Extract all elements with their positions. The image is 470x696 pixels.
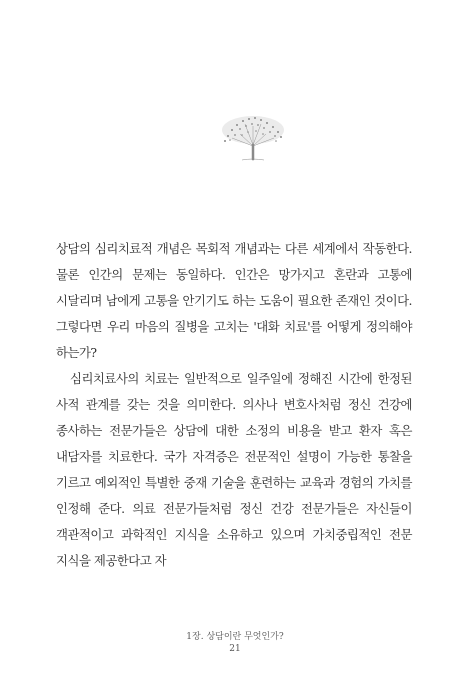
page-number: 21 (229, 644, 241, 654)
paragraph: 상담의 심리치료적 개념은 목회적 개념과는 다른 세계에서 작동한다. 물론 인간의 문제는 동일하다. 인간은 망가지고 혼란과 고통에 시달리며 남에게 고통을 안기기도 하는 도움이 필요한 존재인 것이다. 그렇다면 우리 마음의 질병을 고치는 '대화 치료'를 어떻게 정의해야 하는가? (56, 241, 412, 360)
body-text (56, 236, 412, 574)
chapter-title: 1장. 상담이란 무엇인가? (186, 632, 284, 642)
paragraph: 심리치료사의 치료는 일반적으로 일주일에 정해진 시간에 한정된 사적 관계를 갖는 것을 의미한다. 의사나 변호사처럼 정신 건강에 종사하는 전문가들은 상담에 대한 소정의 비용을 받고 환자 혹은 내담자를 치료한다. 국가 자격증은 전문적인 설명이 가능한 통찰을 기르고 예외적인 특별한 중재 기술을 훈련하는 교육과 경험의 가치를 인정해 준다. 의료 전문가들처럼 정신 건강 전문가들은 자신들이 객관적이고 과학적인 지식을 소유하고 있으며 가치중립적인 전문 지식을 제공한다고 자 (56, 371, 412, 568)
tree-icon (218, 108, 290, 164)
